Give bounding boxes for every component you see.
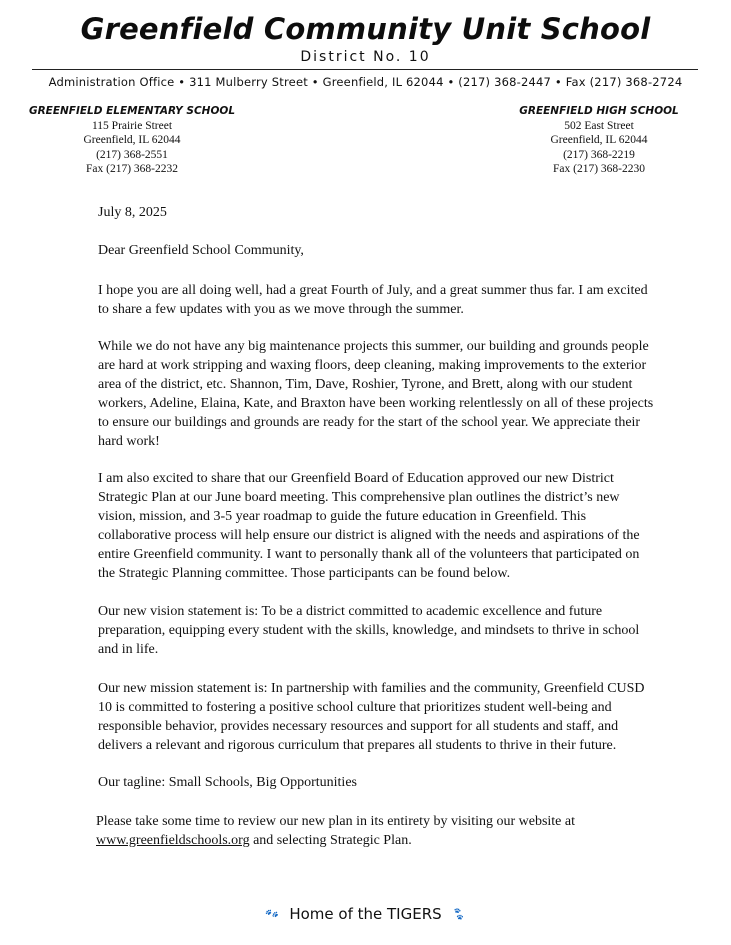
website-text: Please take some time to review our new plan in its entirety by visiting our website at — [96, 814, 576, 829]
paragraph-website — [96, 812, 656, 850]
letter-salutation: Dear Greenfield School Community, — [98, 243, 304, 258]
paragraph-mission: Our new mission statement is: In partnership with families and the community, Greenfield CUSD 10 is committed to fostering a positive school culture that prioritizes student well-being and responsible behavior, provides necessary resources and support for all students and staff, and delivers a relevant and rigorous curriculum that prepares all students to thrive in their future. — [98, 681, 645, 753]
letter-date: July 8, 2025 — [98, 205, 167, 220]
high-phone: (217) 368-2219 — [563, 148, 635, 161]
elementary-fax: Fax (217) 368-2232 — [86, 163, 178, 175]
high-street: 502 East Street — [564, 119, 634, 132]
paragraph-greeting: I hope you are all doing well, had a great Fourth of July, and a great summer thus far. I am excited to share a few updates with you as we move through the summer. — [98, 283, 648, 317]
elementary-street: 115 Prairie Street — [91, 119, 173, 132]
high-fax: Fax (217) 368-2230 — [553, 163, 645, 175]
footer-tagline — [0, 905, 731, 923]
high-city: Greenfield, IL 62044 — [550, 134, 648, 146]
elementary-school-name: GREENFIELD ELEMENTARY SCHOOL — [28, 105, 236, 117]
header-divider — [32, 69, 698, 70]
paragraph-maintenance: While we do not have any big maintenance projects this summer, our building and grounds people are hard at work stripping and waxing floors, deep cleaning, making improvements to the exterior area of the district, etc. Shannon, Tim, Dave, Roshier, Tyrone, and Brett, along with our student workers, Adeline, Elaina, Kate, and Braxton have been working relentlessly on all of these projects to ensure our buildings and grounds are ready for the start of the school year. We appreciate their hard work! — [98, 339, 654, 449]
paw-print-icon: 🐾 — [264, 906, 281, 923]
paragraph-vision: Our new vision statement is: To be a district committed to academic excellence and future preparation, equipping every student with the skills, knowledge, and mindsets to thrive in school and in life. — [98, 604, 640, 657]
footer-text: Home of the TIGERS — [289, 905, 442, 923]
elementary-city: Greenfield, IL 62044 — [83, 134, 181, 146]
website-link[interactable]: www.greenfieldschools.org — [96, 833, 250, 848]
elementary-school-block — [12, 104, 252, 177]
letterhead-title: Greenfield Community Unit School — [80, 12, 651, 46]
high-school-name: GREENFIELD HIGH SCHOOL — [519, 105, 679, 117]
paragraph-tagline: Our tagline: Small Schools, Big Opportunities — [98, 775, 357, 790]
elementary-phone: (217) 368-2551 — [96, 148, 168, 161]
paw-print-icon: 🐾 — [450, 906, 467, 923]
paragraph-strategic-plan: I am also excited to share that our Greenfield Board of Education approved our new District Strategic Plan at our June board meeting. This comprehensive plan outlines the district’s new vision, mission, and 3-5 year roadmap to guide the future education in Greenfield. This collaborative process will help ensure our district is aligned with the needs and aspirations of the entire Greenfield community. I want to personally thank all of the volunteers that participated on the Strategic Planning committee. Those participants can be found below. — [98, 471, 640, 581]
district-subtitle: District No. 10 — [300, 49, 431, 65]
website-text-after: and selecting Strategic Plan. — [249, 833, 412, 848]
high-school-block — [479, 104, 719, 177]
admin-office-line: Administration Office • 311 Mulberry Street • Greenfield, IL 62044 • (217) 368-2447 • Fax (217) 368-2724 — [48, 75, 683, 89]
